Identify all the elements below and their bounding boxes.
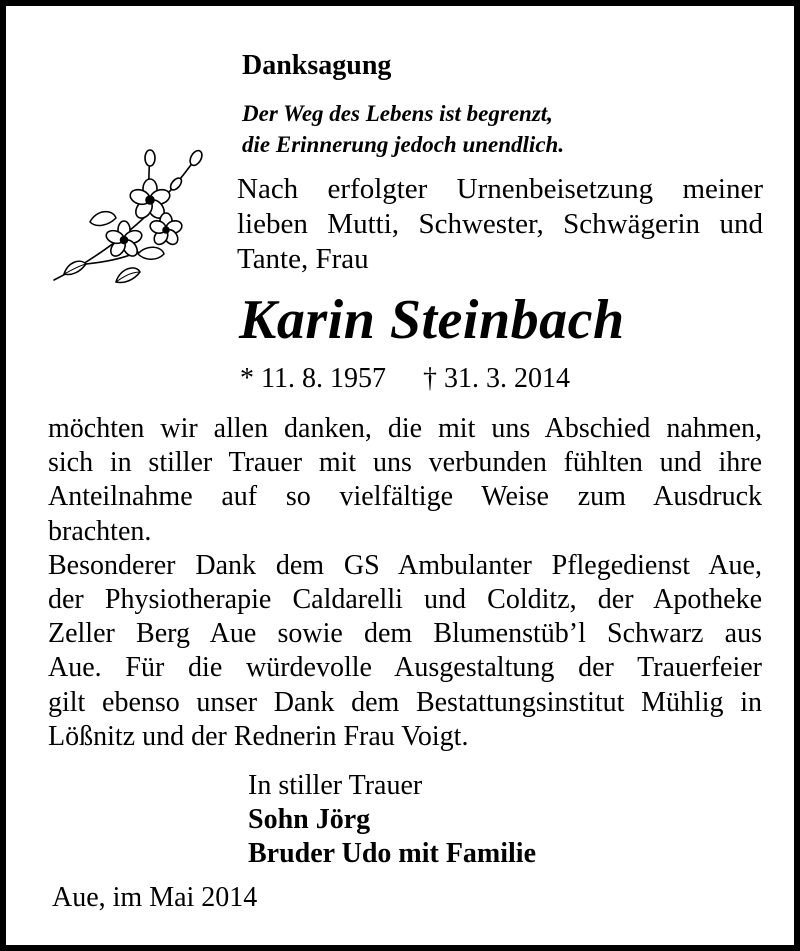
body-line: Lößnitz und der Rednerin Frau Voigt.	[48, 720, 469, 752]
intro-line: Nach erfolgter Urnenbeisetzung meiner	[237, 173, 763, 205]
intro-line: Tante, Frau	[237, 243, 369, 275]
body-text	[48, 412, 762, 754]
life-dates	[240, 363, 570, 395]
intro-text	[237, 172, 763, 277]
body-line: Besonderer Dank dem GS Ambulanter Pflegedienst Aue,	[48, 549, 762, 581]
notice-heading: Danksagung	[242, 50, 392, 81]
body-line: möchten wir allen danken, die mit uns Abschied nahmen,	[48, 413, 762, 444]
body-line: gilt ebenso unser Dank dem Bestattungsinstitut Mühlig in	[48, 686, 762, 718]
body-line: der Physiotherapie Caldarelli und Colditz, der Apotheke	[48, 584, 762, 616]
motto-line: die Erinnerung jedoch unendlich.	[242, 132, 565, 157]
body-line: Anteilnahme auf so vielfältige Weise zum Ausdruck	[48, 481, 762, 513]
body-line: sich in stiller Trauer mit uns verbunden fühlten und ihre	[48, 447, 762, 479]
deceased-name: Karin Steinbach	[239, 289, 625, 351]
death-date: † 31. 3. 2014	[422, 363, 570, 394]
flower-branch-icon	[46, 144, 216, 290]
birth-date: * 11. 8. 1957	[240, 363, 386, 394]
family-member: Sohn Jörg	[248, 804, 371, 835]
signoff-intro: In stiller Trauer	[248, 770, 423, 801]
body-line: brachten.	[48, 515, 152, 547]
intro-line: lieben Mutti, Schwester, Schwägerin und	[237, 208, 763, 240]
body-line: Aue. Für die würdevolle Ausgestaltung der Trauerfeier	[48, 652, 762, 684]
body-line: Zeller Berg Aue sowie dem Blumenstüb’l Schwarz aus	[48, 618, 762, 650]
place-date: Aue, im Mai 2014	[52, 882, 258, 913]
motto	[242, 98, 564, 160]
motto-line: Der Weg des Lebens ist begrenzt,	[242, 101, 553, 126]
family-member: Bruder Udo mit Familie	[248, 838, 537, 869]
signoff	[248, 769, 536, 871]
